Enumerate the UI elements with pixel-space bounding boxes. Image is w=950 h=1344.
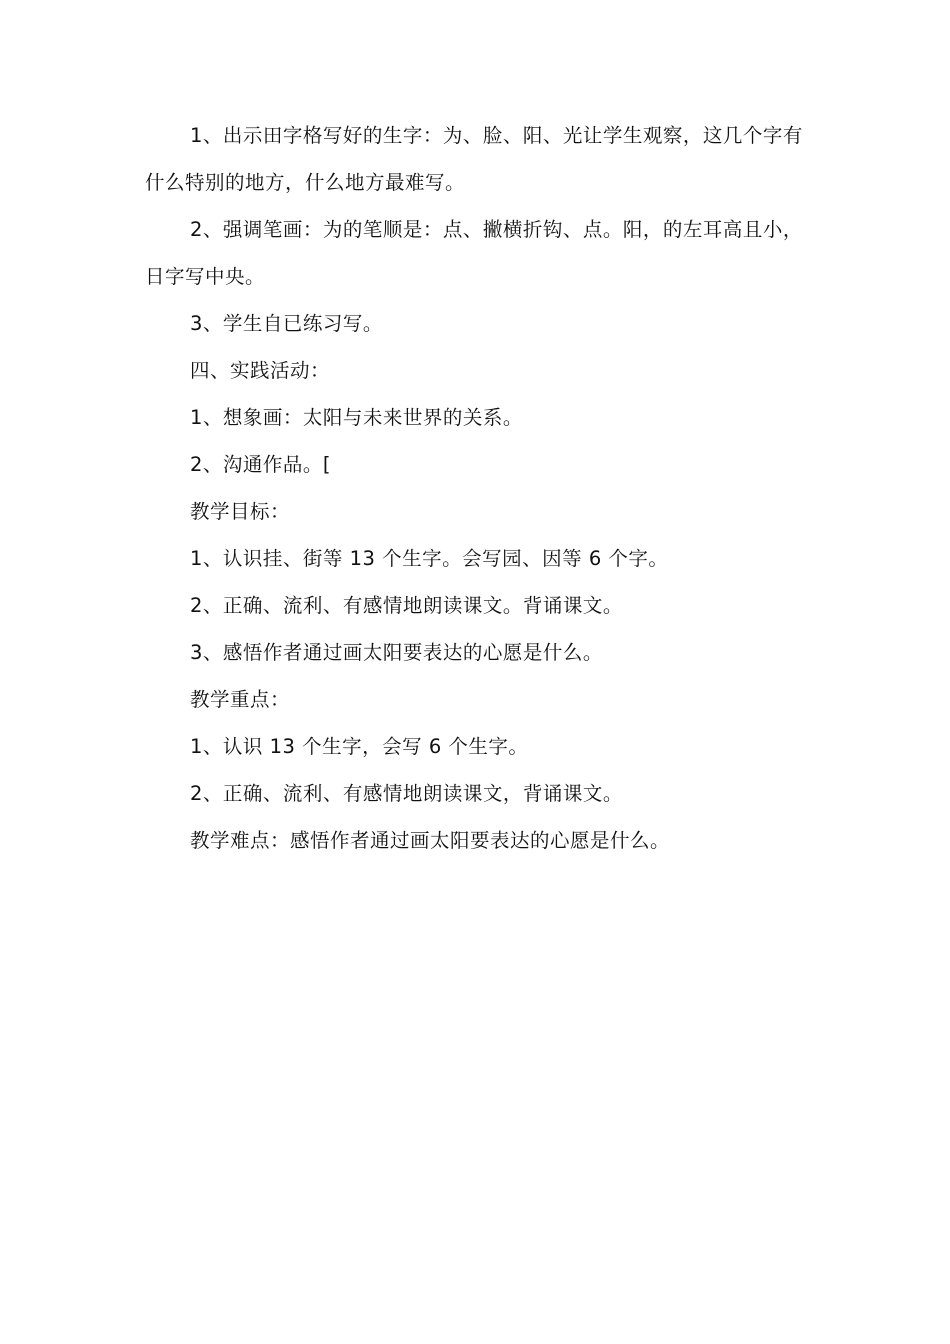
- paragraph-12: 1、认识 13 个生字，会写 6 个生字。: [190, 735, 529, 758]
- section-heading-practice: 四、实践活动：: [190, 359, 331, 382]
- section-heading-goals: 教学目标：: [190, 500, 291, 523]
- paragraph-6: 2、沟通作品。[: [190, 453, 332, 476]
- paragraph-3: 3、学生自已练习写。: [190, 312, 383, 335]
- document-body: [145, 112, 810, 864]
- paragraph-9: 2、正确、流利、有感情地朗读课文。背诵课文。: [190, 594, 623, 617]
- paragraph-13: 2、正确、流利、有感情地朗读课文，背诵课文。: [190, 782, 623, 805]
- paragraph-5: 1、想象画：太阳与未来世界的关系。: [190, 406, 523, 429]
- section-heading-key-points: 教学重点：: [190, 688, 291, 711]
- paragraph-1: 1、出示田字格写好的生字：为、脸、阳、光让学生观察，这几个字有什么特别的地方，什么地方最难写。: [145, 124, 803, 194]
- paragraph-8: 1、认识挂、街等 13 个生字。会写园、因等 6 个字。: [190, 547, 669, 570]
- paragraph-10: 3、感悟作者通过画太阳要表达的心愿是什么。: [190, 641, 603, 664]
- section-heading-difficulties: 教学难点：感悟作者通过画太阳要表达的心愿是什么。: [190, 829, 671, 852]
- paragraph-2: 2、强调笔画：为的笔顺是：点、撇横折钩、点。阳，的左耳高且小，日字写中央。: [145, 218, 803, 288]
